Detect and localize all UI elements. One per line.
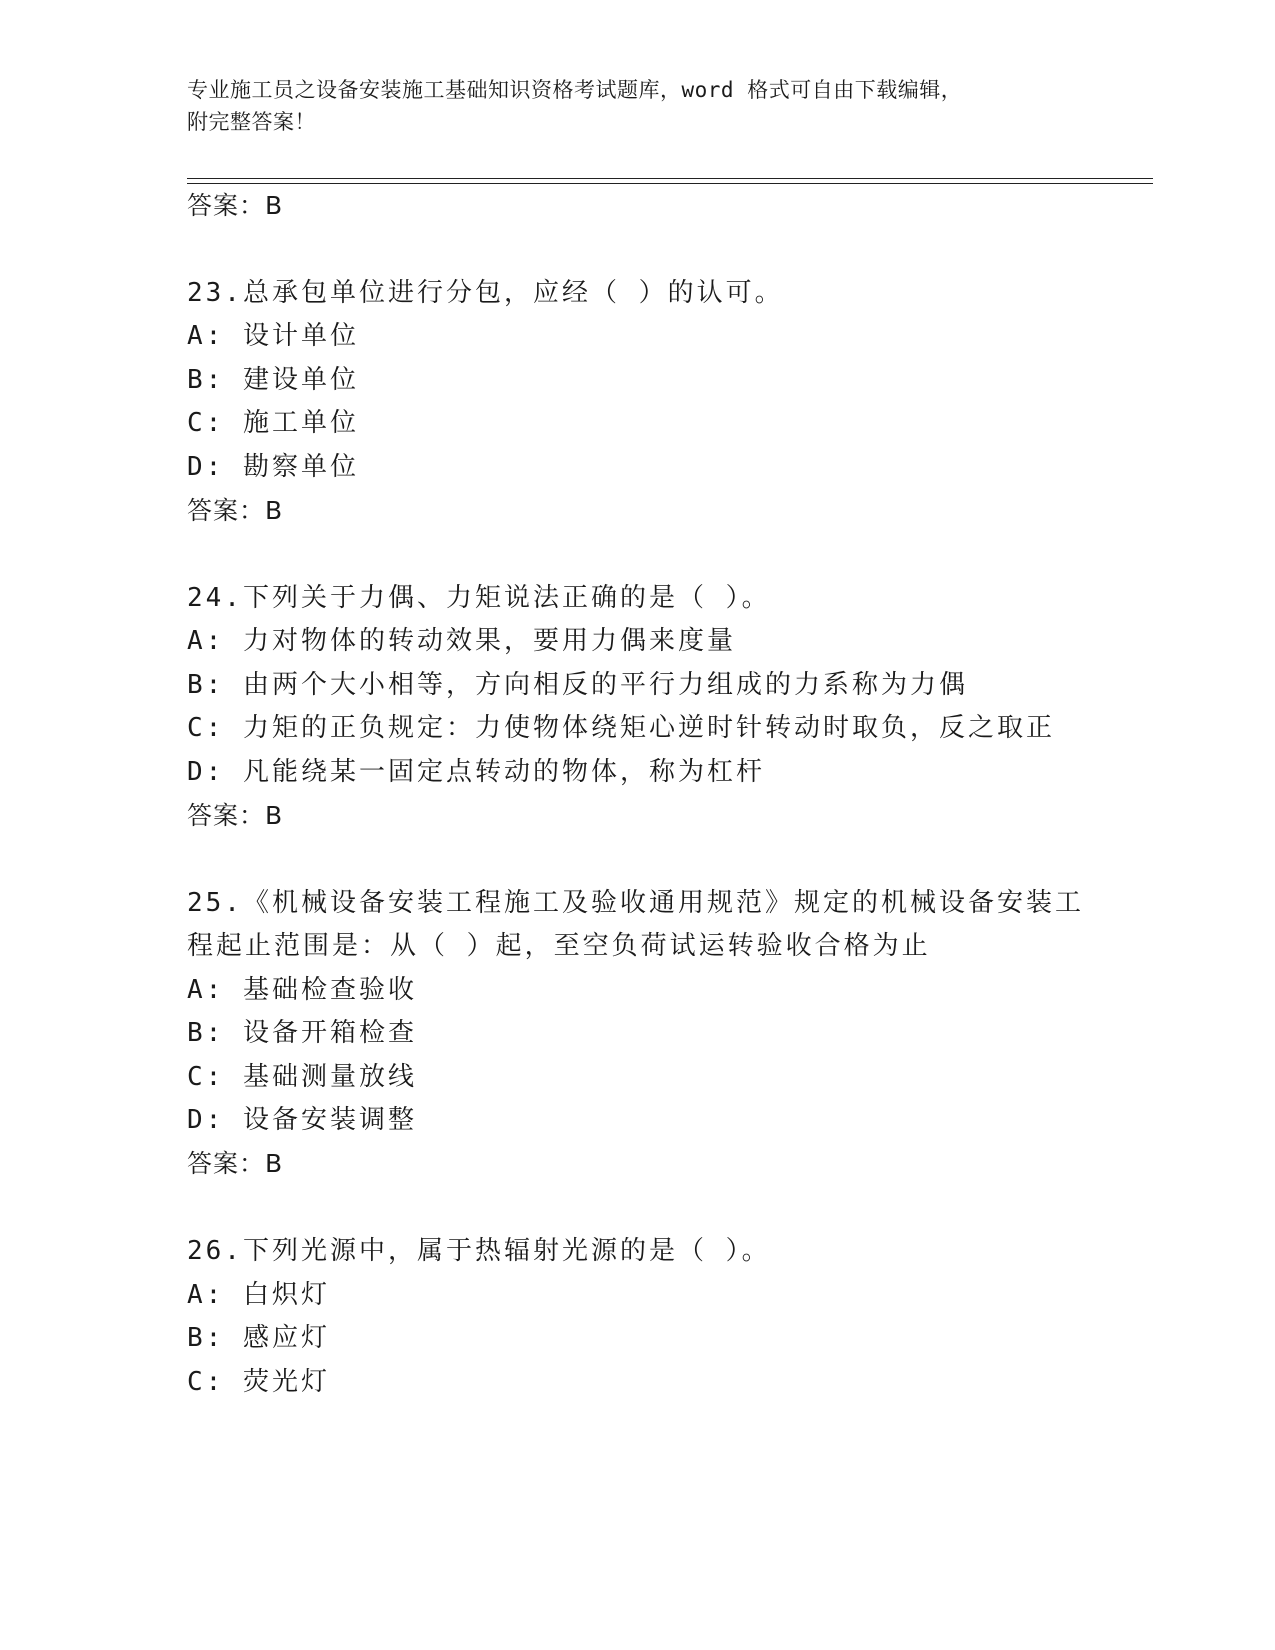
document-header [187,74,1077,138]
option-b: B: 由两个大小相等，方向相反的平行力组成的力系称为力偶 [187,670,968,700]
header-rule-bottom [187,183,1153,184]
header-line-1: 专业施工员之设备安装施工基础知识资格考试题库，word 格式可自由下载编辑， [187,78,963,102]
answer-line: 答案：B [187,191,284,220]
option-a: A: 基础检查验收 [187,975,417,1005]
option-b: B: 感应灯 [187,1323,330,1353]
option-d: D: 设备安装调整 [187,1105,417,1135]
question-stem-continued: 程起止范围是：从（ ）起，至空负荷试运转验收合格为止 [187,931,931,961]
option-c: C: 力矩的正负规定：力使物体绕矩心逆时针转动时取负，反之取正 [187,713,1055,743]
question-stem: 23.总承包单位进行分包，应经（ ）的认可。 [187,278,784,308]
question-stem: 24.下列关于力偶、力矩说法正确的是（ ）。 [187,583,771,613]
option-a: A: 设计单位 [187,321,359,351]
option-d: D: 凡能绕某一固定点转动的物体，称为杠杆 [187,757,765,787]
option-b: B: 设备开箱检查 [187,1018,417,1048]
option-a: A: 力对物体的转动效果，要用力偶来度量 [187,626,736,656]
option-c: C: 荧光灯 [187,1367,330,1397]
answer-line: 答案：B [187,801,284,830]
option-a: A: 白炽灯 [187,1280,330,1310]
option-b: B: 建设单位 [187,365,359,395]
header-rule-top [187,178,1153,179]
answer-line: 答案：B [187,1149,284,1178]
option-c: C: 基础测量放线 [187,1062,417,1092]
question-stem: 25.《机械设备安装工程施工及验收通用规范》规定的机械设备安装工 [187,888,1084,918]
option-c: C: 施工单位 [187,408,359,438]
header-line-2: 附完整答案！ [187,110,316,134]
question-stem: 26.下列光源中，属于热辐射光源的是（ ）。 [187,1236,771,1266]
answer-line: 答案：B [187,496,284,525]
option-d: D: 勘察单位 [187,452,359,482]
